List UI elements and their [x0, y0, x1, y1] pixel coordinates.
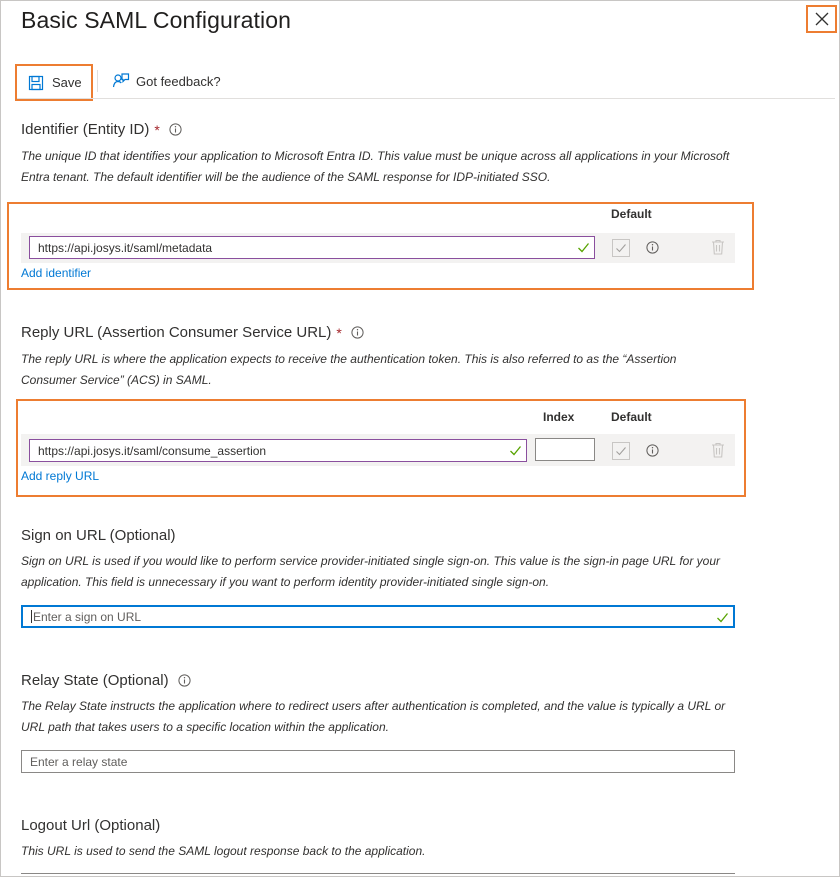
reply-url-value: https://api.josys.it/saml/consume_assertion: [38, 443, 267, 458]
identifier-section-title: [21, 121, 182, 138]
panel-title: Basic SAML Configuration: [21, 7, 292, 33]
check-icon: [509, 444, 522, 460]
required-mark: *: [154, 121, 160, 138]
sign-on-section-title: [21, 527, 176, 544]
reply-url-description: The reply URL is where the application expects to receive the authentication token. This is also referred to as the “Assertion Consumer Service” (ACS) in SAML.: [21, 352, 677, 387]
identifier-value: https://api.josys.it/saml/metadata: [38, 240, 213, 255]
feedback-icon: [112, 72, 130, 90]
reply-url-index-input[interactable]: [535, 438, 595, 461]
check-icon: [716, 611, 729, 627]
info-icon[interactable]: [646, 444, 659, 457]
relay-state-section-title: [21, 672, 191, 689]
logout-description: This URL is used to send the SAML logout response back to the application.: [21, 844, 426, 858]
reply-url-input[interactable]: [29, 439, 527, 462]
save-icon: [28, 75, 44, 91]
identifier-default-header: Default: [611, 207, 652, 221]
add-reply-url-link[interactable]: Add reply URL: [21, 469, 100, 483]
reply-url-default-header: Default: [611, 410, 652, 424]
text-caret: [31, 610, 32, 623]
sign-on-url-placeholder: Enter a sign on URL: [33, 609, 142, 624]
reply-url-default-checkbox[interactable]: [612, 442, 630, 460]
sign-on-url-input[interactable]: [21, 605, 735, 628]
info-icon[interactable]: [178, 674, 191, 687]
info-icon[interactable]: [646, 241, 659, 254]
toolbar-separator: [97, 70, 98, 92]
logout-title: Logout Url (Optional): [21, 817, 161, 834]
reply-url-title: Reply URL (Assertion Consumer Service URL): [21, 324, 332, 341]
trash-icon[interactable]: [711, 442, 725, 458]
required-mark: *: [336, 324, 342, 341]
close-icon: [814, 11, 830, 27]
logout-url-input[interactable]: [21, 873, 735, 877]
relay-state-input[interactable]: [21, 750, 735, 773]
save-button[interactable]: [15, 64, 93, 101]
reply-url-index-header: Index: [543, 410, 575, 424]
feedback-label: Got feedback?: [136, 73, 221, 89]
reply-url-section-title: [21, 324, 364, 341]
sign-on-title: Sign on URL (Optional): [21, 527, 176, 544]
toolbar-divider: [17, 98, 835, 99]
relay-state-description: The Relay State instructs the application where to redirect users after authentication is completed, and the value is typically a URL or URL path that takes users to a specific location within the application.: [21, 699, 726, 734]
relay-state-title: Relay State (Optional): [21, 672, 169, 689]
identifier-description: The unique ID that identifies your application to Microsoft Entra ID. This value must be unique across all applications in your Microsoft Entra tenant. The default identifier will be the audience of the SAML response for IDP-initiated SSO.: [21, 149, 730, 184]
identifier-title: Identifier (Entity ID): [21, 121, 150, 138]
identifier-input[interactable]: [29, 236, 595, 259]
trash-icon[interactable]: [711, 239, 725, 255]
relay-state-placeholder: Enter a relay state: [30, 754, 128, 769]
add-identifier-link[interactable]: Add identifier: [21, 266, 92, 280]
sign-on-description: Sign on URL is used if you would like to perform service provider-initiated single sign-on. This value is the sign-in page URL for your application. This field is unnecessary if you want to perform identity provider-initiated single sign-on.: [21, 554, 721, 589]
identifier-default-checkbox[interactable]: [612, 239, 630, 257]
check-icon: [577, 241, 590, 257]
save-label: Save: [52, 75, 82, 90]
logout-section-title: [21, 817, 160, 834]
info-icon[interactable]: [169, 123, 182, 136]
close-button[interactable]: [806, 5, 837, 33]
feedback-button[interactable]: [112, 70, 221, 92]
info-icon[interactable]: [351, 326, 364, 339]
